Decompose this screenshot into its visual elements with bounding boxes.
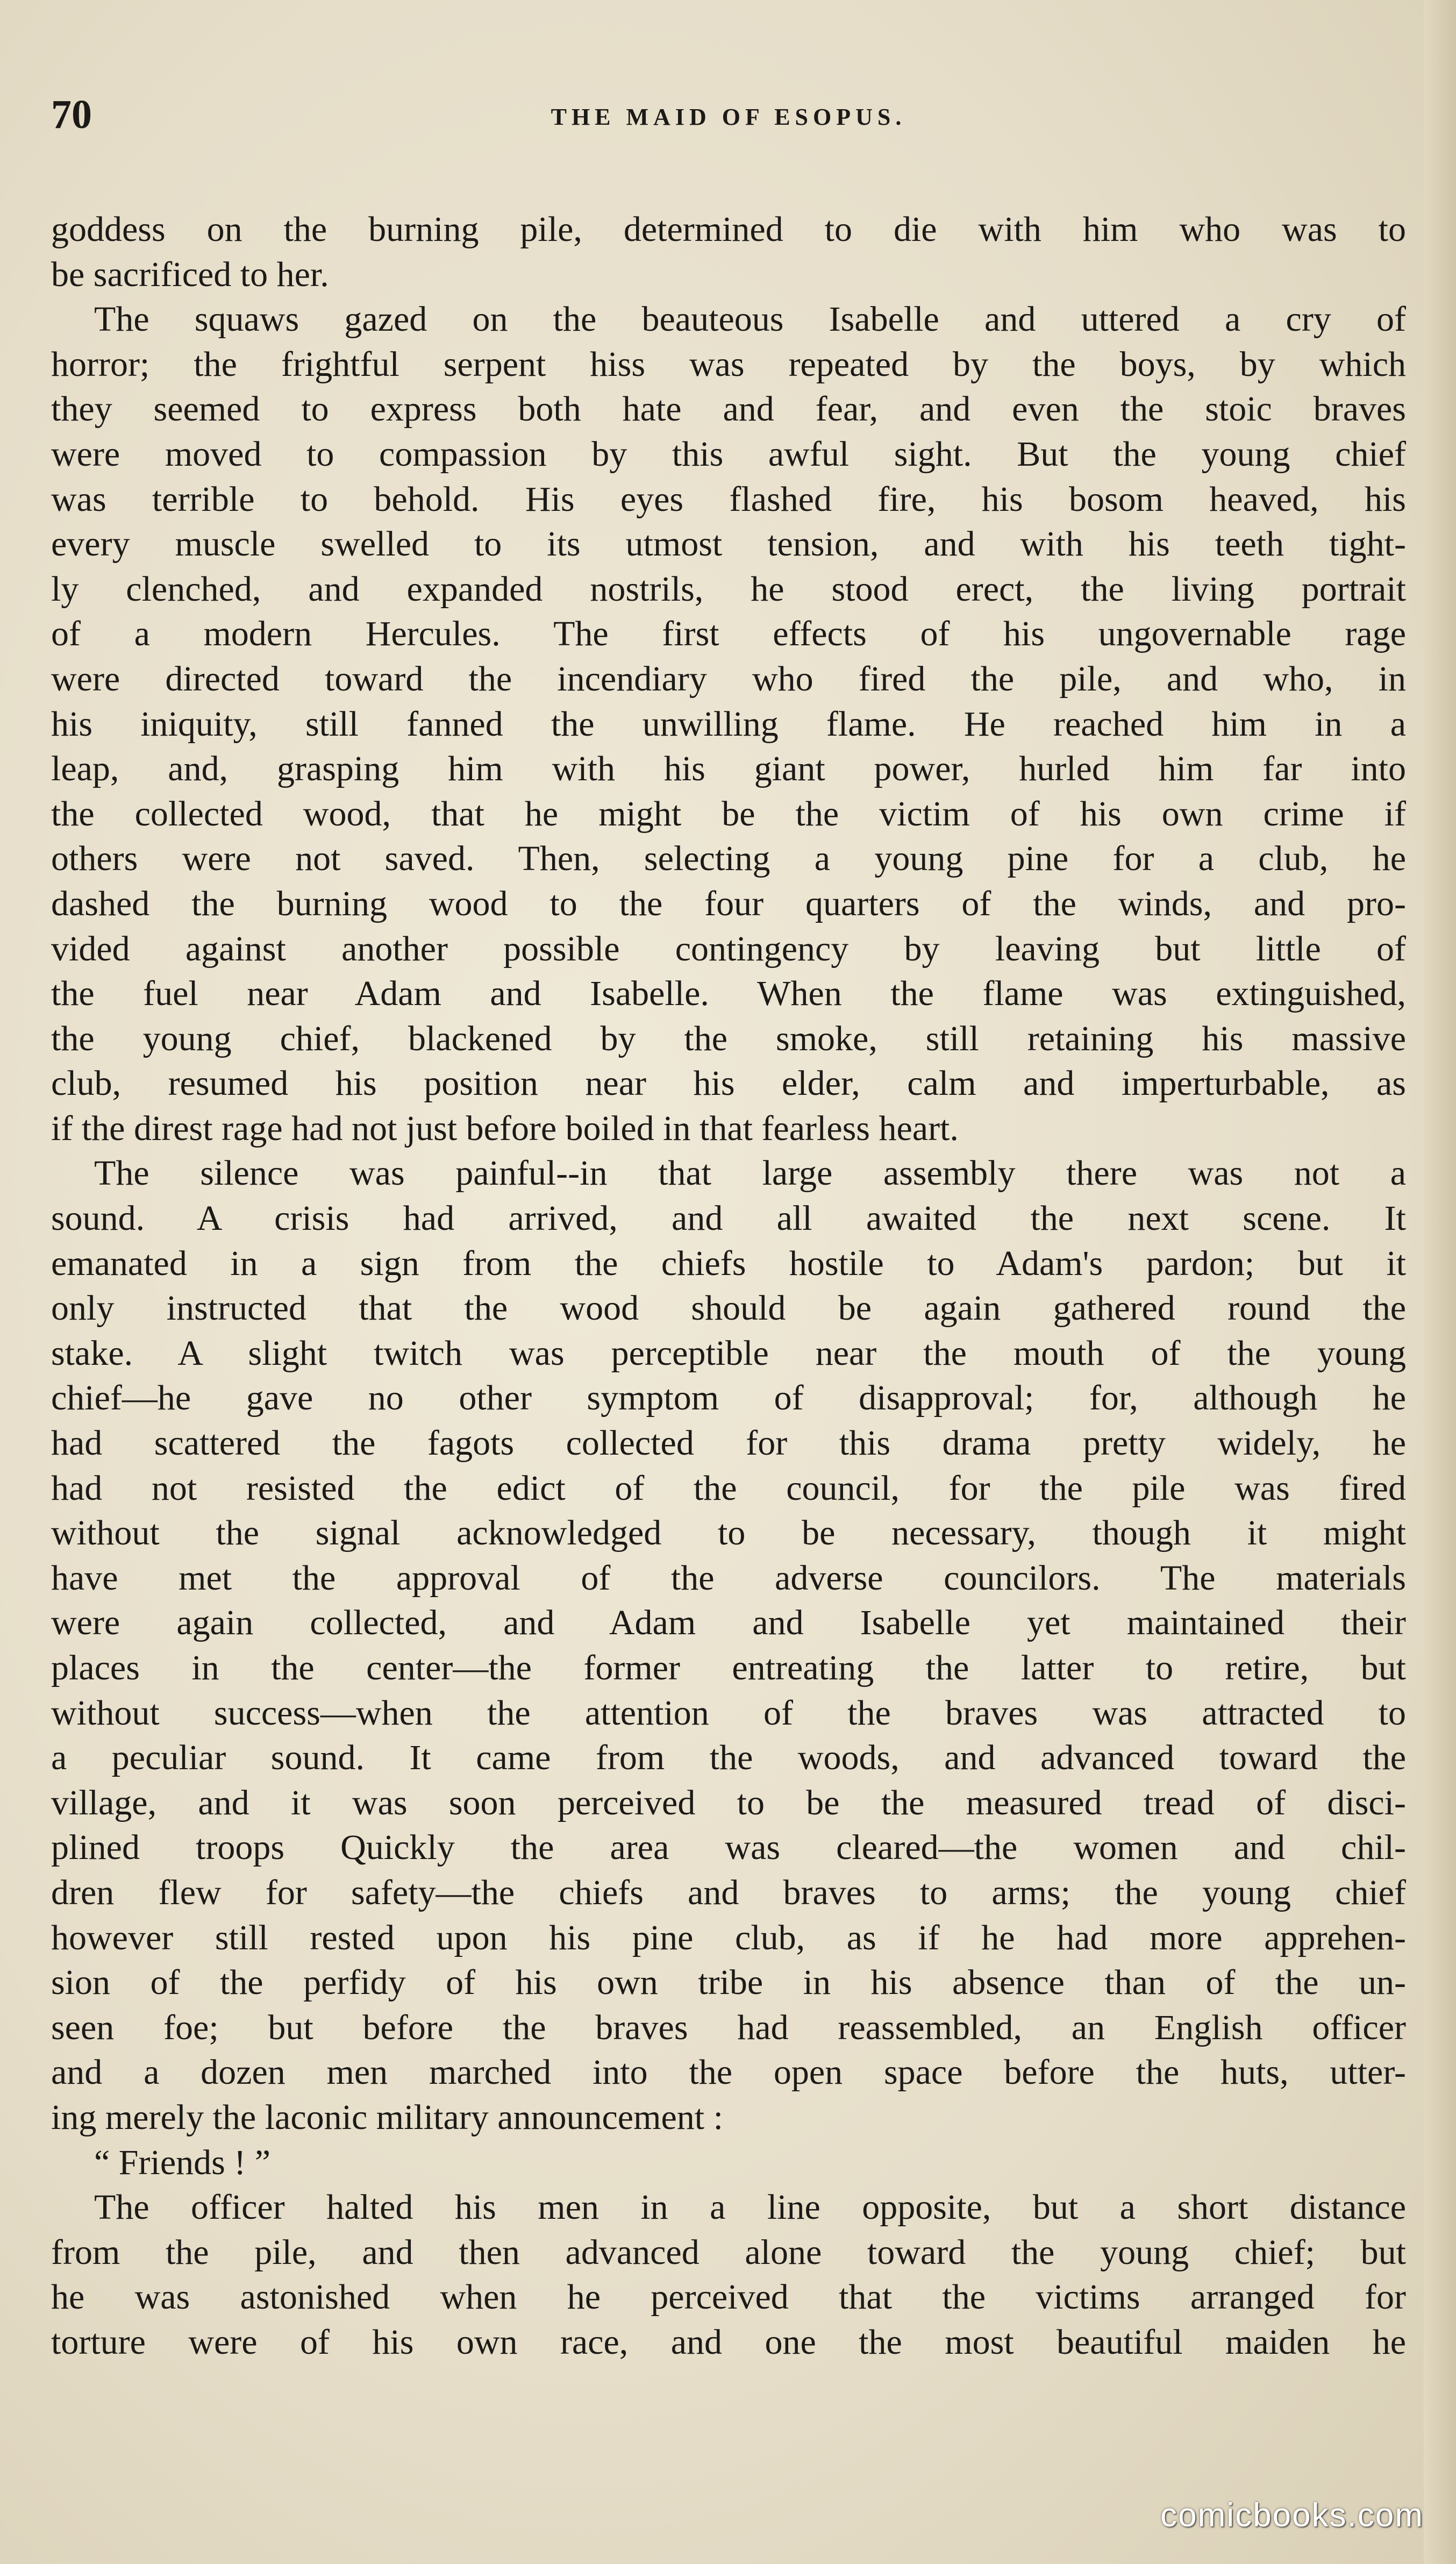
text-line: was terrible to behold. His eyes flashed fire, his bosom heaved, his: [51, 479, 1406, 519]
text-line: they seemed to express both hate and fear, and even the stoic braves: [51, 389, 1406, 429]
page-number: 70: [51, 92, 92, 137]
text-line: club, resumed his position near his elder, calm and imperturbable, as: [51, 1064, 1406, 1103]
text-line: sion of the perfidy of his own tribe in his absence than of the un-: [51, 1963, 1406, 2003]
text-line: emanated in a sign from the chiefs hostile to Adam's pardon; but it: [51, 1243, 1406, 1283]
page-header: [51, 91, 1406, 137]
watermark: comicbooks.com: [1160, 2497, 1424, 2534]
body-text: [51, 207, 1406, 2365]
text-line: however still rested upon his pine club, as if he had more apprehen-: [51, 1918, 1406, 1957]
text-line: the fuel near Adam and Isabelle. When the flame was extinguished,: [51, 974, 1406, 1014]
text-line: sound. A crisis had arrived, and all awaited the next scene. It: [51, 1199, 1406, 1238]
text-line: seen foe; but before the braves had reassembled, an English officer: [51, 2007, 1406, 2047]
text-line: dashed the burning wood to the four quarters of the winds, and pro-: [51, 884, 1406, 923]
text-line: were again collected, and Adam and Isabelle yet maintained their: [51, 1603, 1406, 1643]
text-line: dren flew for safety—the chiefs and braves to arms; the young chief: [51, 1872, 1406, 1912]
text-line: plined troops Quickly the area was cleared—the women and chil-: [51, 1828, 1406, 1868]
text-line: have met the approval of the adverse councilors. The materials: [51, 1558, 1406, 1598]
text-line: and a dozen men marched into the open space before the huts, utter-: [51, 2053, 1406, 2092]
text-line: without success—when the attention of the braves was attracted to: [51, 1693, 1406, 1733]
text-line: vided against another possible contingency by leaving but little of: [51, 929, 1406, 968]
text-line: “ Friends ! ”: [94, 2142, 271, 2182]
text-line: had scattered the fagots collected for this drama pretty widely, he: [51, 1423, 1406, 1463]
text-line: every muscle swelled to its utmost tension, and with his teeth tight-: [51, 524, 1406, 564]
text-line: had not resisted the edict of the council, for the pile was fired: [51, 1468, 1406, 1508]
text-line: The silence was painful--in that large assembly there was not a: [94, 1153, 1406, 1193]
text-line: he was astonished when he perceived that the victims arranged for: [51, 2277, 1406, 2317]
text-line: were moved to compassion by this awful sight. But the young chief: [51, 434, 1406, 474]
text-line: his iniquity, still fanned the unwilling flame. He reached him in a: [51, 704, 1406, 744]
text-line: ing merely the laconic military announcement :: [51, 2097, 723, 2137]
text-line: ly clenched, and expanded nostrils, he stood erect, the living portrait: [51, 569, 1406, 609]
text-line: a peculiar sound. It came from the woods, and advanced toward the: [51, 1738, 1406, 1778]
text-line: chief—he gave no other symptom of disapproval; for, although he: [51, 1378, 1406, 1418]
text-line: of a modern Hercules. The first effects of his ungovernable rage: [51, 614, 1406, 654]
text-line: from the pile, and then advanced alone toward the young chief; but: [51, 2232, 1406, 2272]
text-line: the collected wood, that he might be the victim of his own crime if: [51, 794, 1406, 834]
text-line: The officer halted his men in a line opposite, but a short distance: [94, 2188, 1406, 2227]
text-line: only instructed that the wood should be again gathered round the: [51, 1288, 1406, 1328]
text-line: places in the center—the former entreating the latter to retire, but: [51, 1648, 1406, 1687]
text-line: if the direst rage had not just before boiled in that fearless heart.: [51, 1108, 959, 1148]
text-line: horror; the frightful serpent hiss was repeated by the boys, by which: [51, 344, 1406, 384]
text-line: without the signal acknowledged to be necessary, though it might: [51, 1513, 1406, 1553]
text-line: others were not saved. Then, selecting a young pine for a club, he: [51, 839, 1406, 879]
text-line: torture were of his own race, and one the most beautiful maiden he: [51, 2322, 1406, 2362]
text-line: the young chief, blackened by the smoke, still retaining his massive: [51, 1019, 1406, 1058]
text-line: leap, and, grasping him with his giant power, hurled him far into: [51, 749, 1406, 789]
page-spine-edge: [1424, 0, 1456, 2564]
running-title: THE MAID OF ESOPUS.: [551, 104, 907, 130]
text-line: village, and it was soon perceived to be the measured tread of disci-: [51, 1783, 1406, 1822]
text-line: goddess on the burning pile, determined to die with him who was to: [51, 210, 1406, 249]
text-line: The squaws gazed on the beauteous Isabelle and uttered a cry of: [94, 300, 1406, 339]
text-line: stake. A slight twitch was perceptible near the mouth of the young: [51, 1333, 1406, 1373]
text-line: were directed toward the incendiary who fired the pile, and who, in: [51, 659, 1406, 699]
text-line: be sacrificed to her.: [51, 254, 329, 294]
